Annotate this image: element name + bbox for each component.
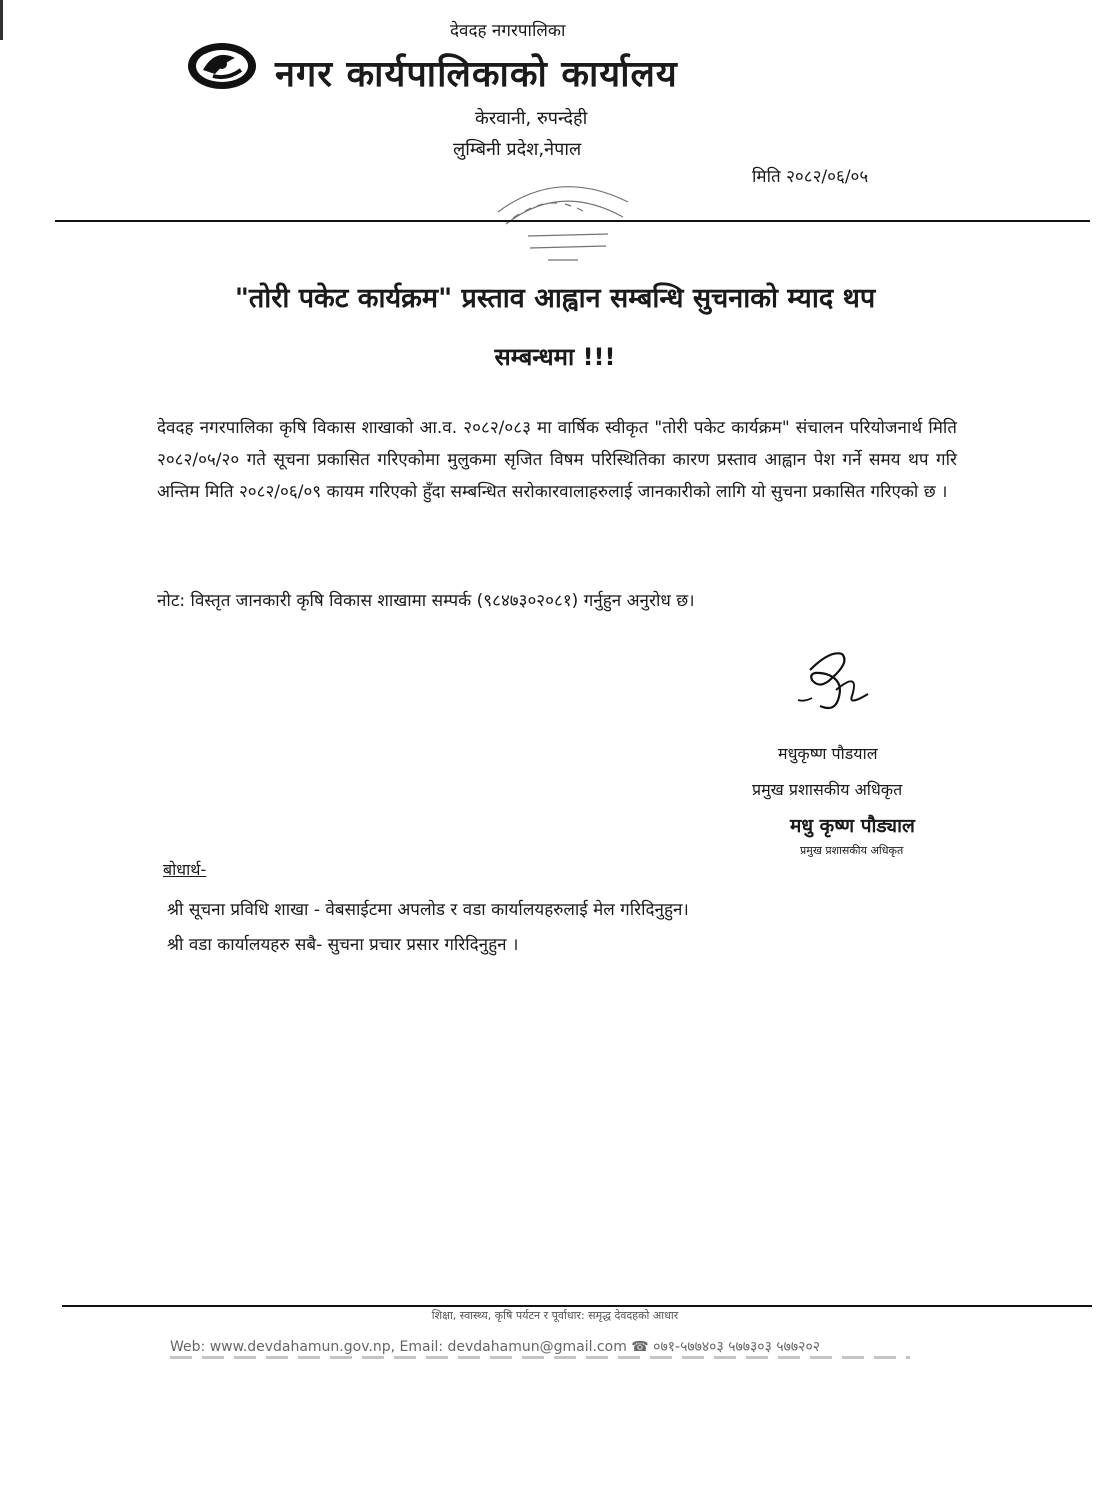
cc-item: श्री सूचना प्रविधि शाखा - वेबसाईटमा अपलोड र वडा कार्यालयहरुलाई मेल गरिदिनुहुन। [167, 900, 689, 920]
handwritten-signature-icon [790, 640, 880, 725]
cc-heading: बोधार्थ- [163, 860, 207, 879]
notice-note: नोट: विस्तृत जानकारी कृषि विकास शाखामा सम्पर्क (९८४७३०२०८१) गर्नुहुन अनुरोध छ। [157, 591, 695, 611]
scan-edge-mark [0, 0, 3, 40]
notice-title-line-1: "तोरी पकेट कार्यक्रम" प्रस्ताव आह्वान सम्बन्धि सुचनाको म्याद थप [234, 283, 876, 314]
municipality-name: देवदह नगरपालिका [450, 21, 566, 41]
office-title: नगर कार्यपालिकाको कार्यालय [275, 54, 678, 95]
signatory-designation: प्रमुख प्रशासकीय अधिकृत [752, 780, 903, 799]
cc-item: श्री वडा कार्यालयहरु सबै- सुचना प्रचार प्रसार गरिदिनुहुन । [167, 935, 519, 955]
signatory-stamp-designation: प्रमुख प्रशासकीय अधिकृत [800, 844, 904, 857]
notice-body-paragraph: देवदह नगरपालिका कृषि विकास शाखाको आ.व. २०८२/०८३ मा वार्षिक स्वीकृत "तोरी पकेट कार्यक्रम" संचालन परियोजनार्थ मिति २०८२/०५/२० गते सूचना प्रकासित गरिएकोमा मुलुकमा सृजित विषम परिस्थितिका कारण प्रस्ताव आह्वान पेश गर्ने समय थप गरि अन्तिम मिति २०८२/०६/०९ कायम गरिएको हुँदा सम्बन्धित सरोकारवालाहरुलाई जानकारीको लागि यो सुचना प्रकासित गरिएको छ । [157, 418, 957, 502]
address-line-2: लुम्बिनी प्रदेश,नेपाल [453, 139, 582, 160]
signatory-name: मधुकृष्ण पौडयाल [778, 744, 878, 763]
footer-scan-smudge [170, 1356, 910, 1359]
municipality-emblem-icon [185, 40, 260, 92]
address-line-1: केरवानी, रुपन्देही [475, 108, 588, 129]
header-divider [55, 220, 1090, 222]
footer-contact: Web: www.devdahamun.gov.np, Email: devdahamun@gmail.com ☎ ०७१-५७७४०३ ५७७३०३ ५७७२०२ [170, 1339, 821, 1355]
signatory-stamp-name: मधु कृष्ण पौड्याल [790, 815, 915, 837]
office-seal-stamp-icon [488, 172, 638, 264]
document-date: मिति २०८२/०६/०५ [752, 167, 869, 187]
notice-title-line-2: सम्बन्धमा !!! [494, 343, 616, 371]
footer-slogan: शिक्षा, स्वास्थ्य, कृषि पर्यटन र पूर्वाधार: समृद्ध देवदहको आधार [431, 1309, 679, 1322]
footer-divider [62, 1305, 1092, 1307]
